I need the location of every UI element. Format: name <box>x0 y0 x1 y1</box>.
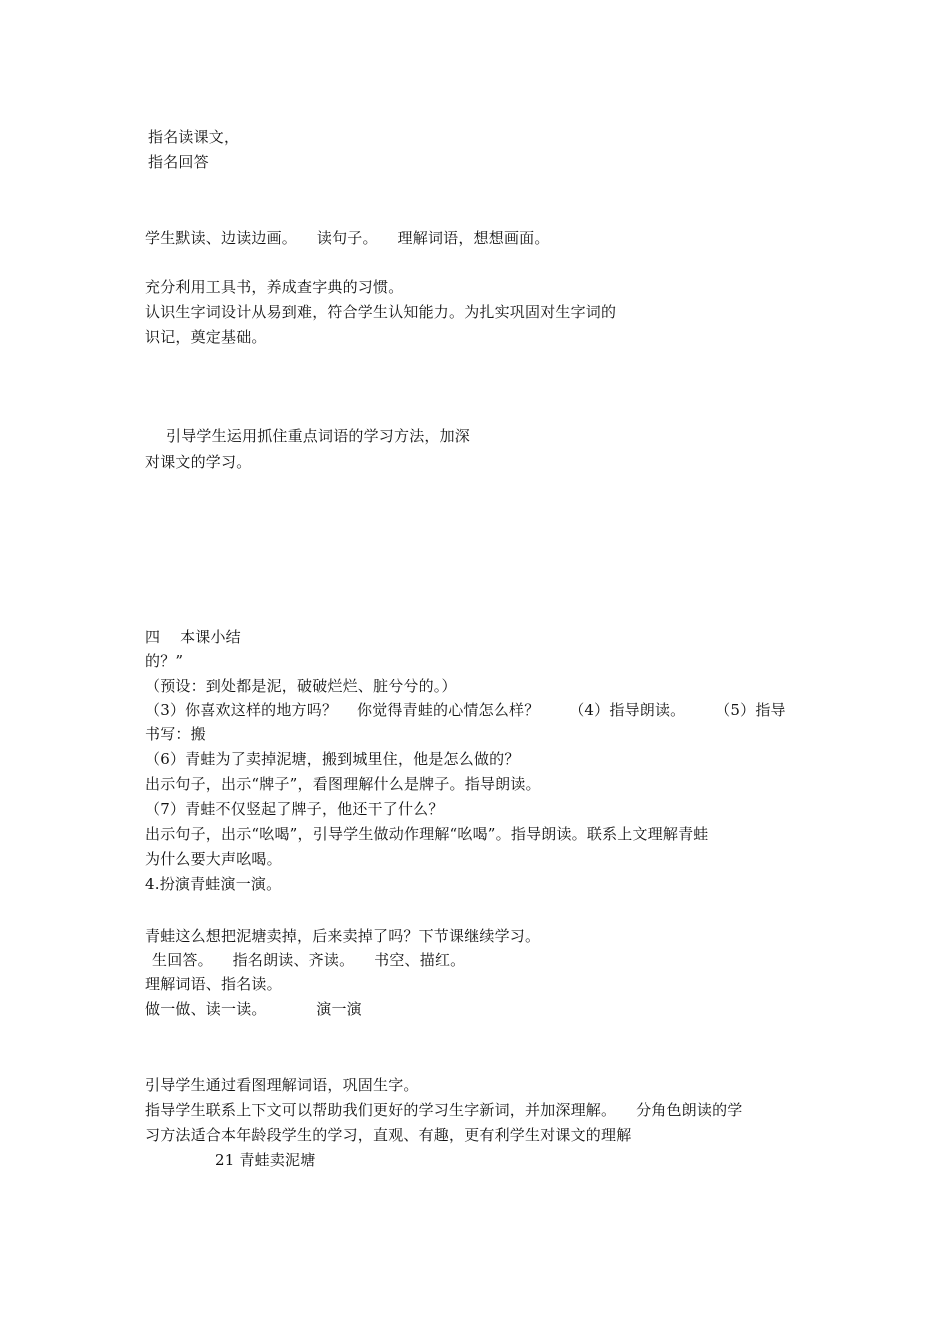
text-line: 的？” <box>145 652 184 670</box>
text-line: 引导学生通过看图理解词语，巩固生字。 <box>145 1076 419 1094</box>
text-line: 书写：搬 <box>145 725 206 743</box>
text-line: 为什么要大声吆喝。 <box>145 850 282 868</box>
text-line: 青蛙这么想把泥塘卖掉，后来卖掉了吗？下节课继续学习。 <box>145 927 541 945</box>
text-line: 理解词语、指名读。 <box>145 975 282 993</box>
text-line: 生回答。 指名朗读、齐读。 书空、描红。 <box>152 951 466 969</box>
text-line: 4.扮演青蛙演一演。 <box>145 875 282 893</box>
text-line: 认识生字词设计从易到难，符合学生认知能力。为扎实巩固对生字词的 <box>145 303 617 321</box>
text-line: 充分利用工具书，养成查字典的习惯。 <box>145 278 404 296</box>
text-line: 出示句子，出示“吆喝”，引导学生做动作理解“吆喝”。指导朗读。联系上文理解青蛙 <box>145 825 709 843</box>
text-line: 指名回答 <box>148 153 209 171</box>
text-line: （6）青蛙为了卖掉泥塘，搬到城里住，他是怎么做的？ <box>145 750 520 768</box>
text-line: 指名读课文， <box>148 128 240 146</box>
text-line: 引导学生运用抓住重点词语的学习方法，加深 <box>166 427 471 445</box>
lesson-title: 21 青蛙卖泥塘 <box>215 1151 316 1169</box>
text-line: 出示句子，出示“牌子”，看图理解什么是牌子。指导朗读。 <box>145 775 541 793</box>
text-line: 识记，奠定基础。 <box>145 328 267 346</box>
text-line: 做一做、读一读。 演一演 <box>145 1000 362 1018</box>
text-line: 指导学生联系上下文可以帮助我们更好的学习生字新词，并加深理解。 分角色朗读的学 <box>145 1101 743 1119</box>
text-line: 习方法适合本年龄段学生的学习，直观、有趣，更有利学生对课文的理解 <box>145 1126 632 1144</box>
text-line: （3）你喜欢这样的地方吗？ 你觉得青蛙的心情怎么样？ （4）指导朗读。 （5）指导 <box>145 701 786 719</box>
text-line: 学生默读、边读边画。 读句子。 理解词语，想想画面。 <box>145 229 550 247</box>
text-line: （7）青蛙不仅竖起了牌子，他还干了什么？ <box>145 800 444 818</box>
text-line: （预设：到处都是泥，破破烂烂、脏兮兮的。） <box>145 677 457 695</box>
section-heading: 四 本课小结 <box>145 628 241 646</box>
text-line: 对课文的学习。 <box>145 453 252 471</box>
